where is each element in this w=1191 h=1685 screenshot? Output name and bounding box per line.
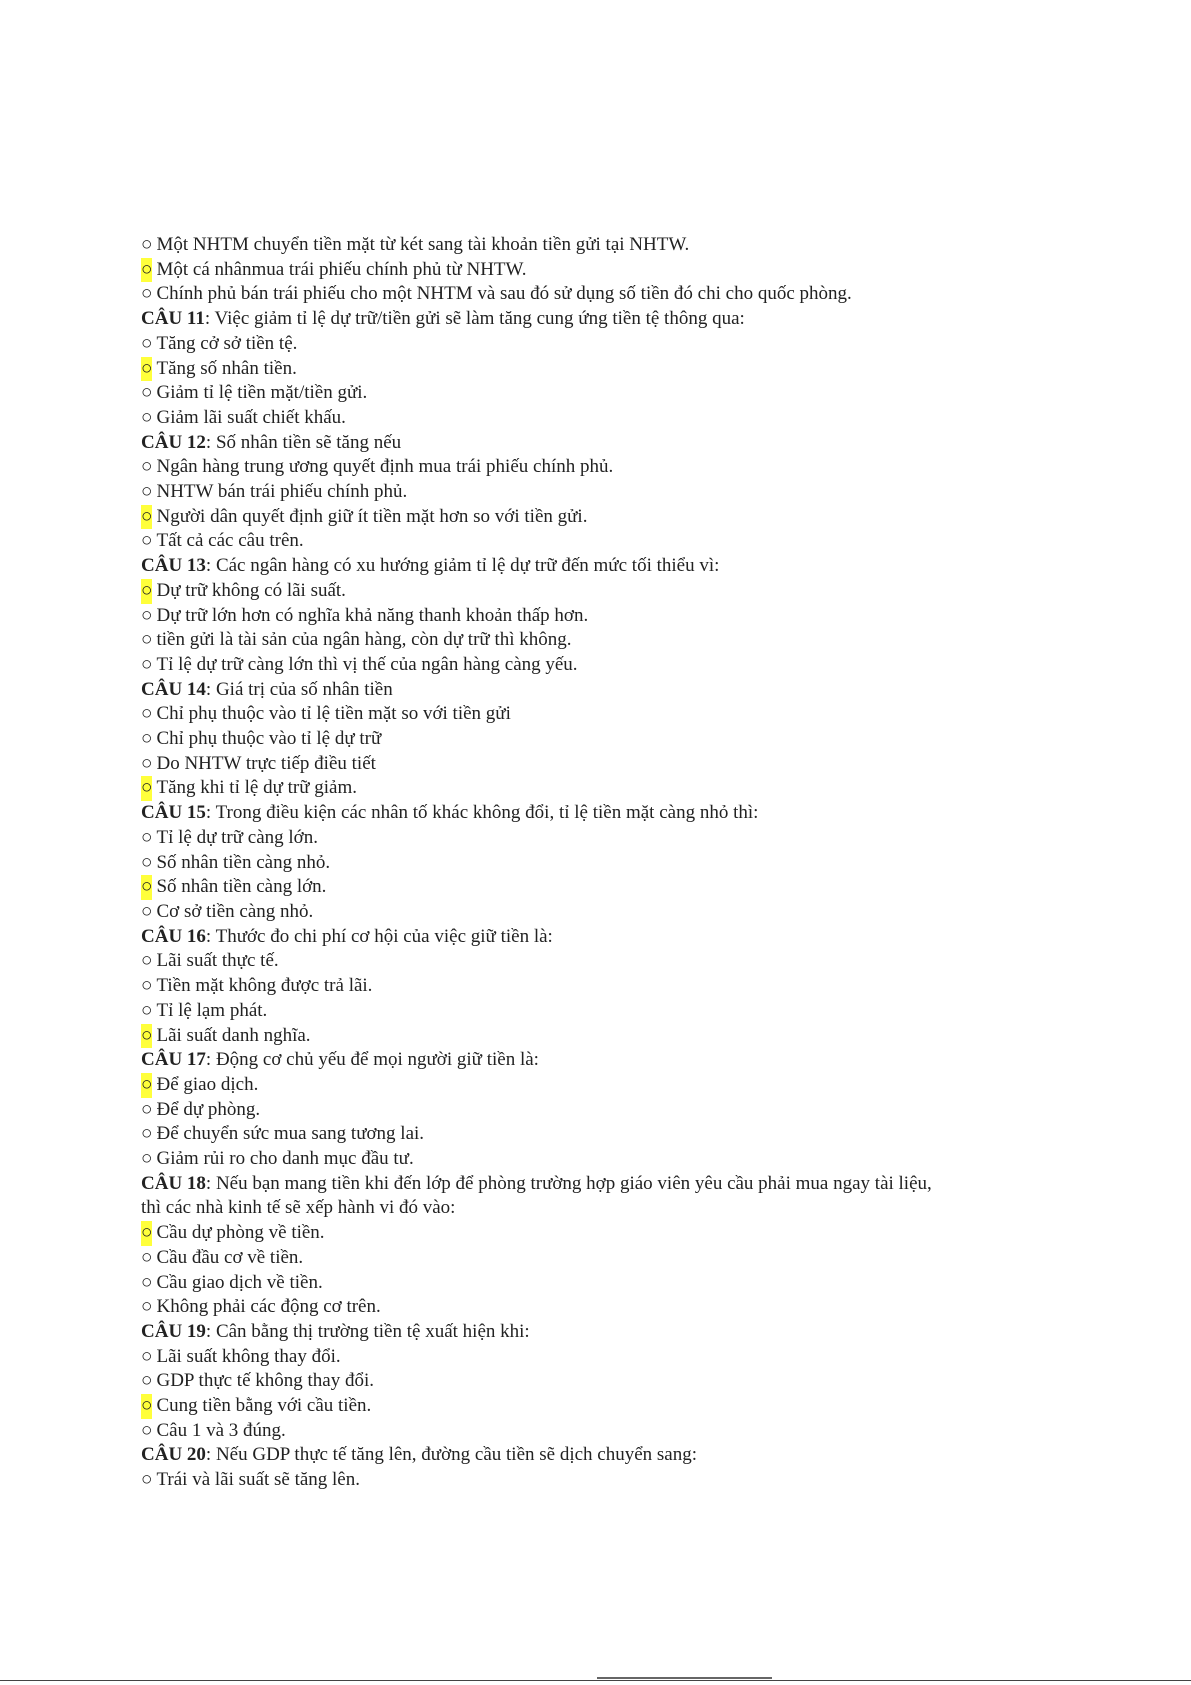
question-line [141,1172,1041,1197]
option-text: Cung tiền bằng với cầu tiền. [156,1395,372,1417]
answer-option [141,628,1041,653]
answer-option [141,406,1041,431]
circle-bullet-icon: ○ [141,604,153,626]
option-text: Cầu đầu cơ về tiền. [156,1246,304,1268]
answer-option-correct [141,776,1041,801]
highlighted-circle-bullet-icon: ○ [141,505,152,530]
answer-option [141,282,1041,307]
question-text-continued: thì các nhà kinh tế sẽ xếp hành vi đó vào: [141,1197,456,1219]
question-line [141,1320,1041,1345]
question-line [141,925,1041,950]
option-text: tiền gửi là tài sản của ngân hàng, còn dự trữ thì không. [156,629,572,651]
circle-bullet-icon: ○ [141,703,153,725]
highlighted-circle-bullet-icon: ○ [141,875,152,900]
answer-option-correct [141,1394,1041,1419]
option-text: Do NHTW trực tiếp điều tiết [156,752,376,774]
question-line [141,431,1041,456]
option-text: Dự trữ lớn hơn có nghĩa khả năng thanh khoản thấp hơn. [156,604,589,626]
option-text: Dự trữ không có lãi suất. [156,579,346,601]
question-line [141,678,1041,703]
question-text: : Số nhân tiền sẽ tăng nếu [205,431,402,453]
circle-bullet-icon: ○ [141,629,153,651]
answer-option-correct [141,579,1041,604]
answer-option [141,826,1041,851]
circle-bullet-icon: ○ [141,851,153,873]
option-text: Câu 1 và 3 đúng. [156,1419,286,1441]
answer-option-correct [141,875,1041,900]
question-line [141,554,1041,579]
question-number: CÂU 15 [141,802,206,824]
answer-option [141,1122,1041,1147]
highlighted-circle-bullet-icon: ○ [141,357,152,382]
highlighted-circle-bullet-icon: ○ [141,776,152,801]
option-text: Cơ sở tiền càng nhỏ. [156,900,314,922]
question-number: CÂU 16 [141,925,206,947]
page-bottom-edge [0,1680,1191,1681]
option-text: Tỉ lệ dự trữ càng lớn. [156,826,318,848]
question-text: : Trong điều kiện các nhân tố khác không đổi, tỉ lệ tiền mặt càng nhỏ thì: [205,802,759,824]
answer-option [141,1419,1041,1444]
answer-option [141,381,1041,406]
option-text: Giảm tỉ lệ tiền mặt/tiền gửi. [156,382,368,404]
highlighted-circle-bullet-icon: ○ [141,258,152,283]
circle-bullet-icon: ○ [141,728,153,750]
option-text: Một cá nhânmua trái phiếu chính phủ từ NHTW. [156,258,527,280]
answer-option [141,604,1041,629]
circle-bullet-icon: ○ [141,1123,153,1145]
answer-option [141,1246,1041,1271]
question-text: : Cân bằng thị trường tiền tệ xuất hiện khi: [205,1320,530,1342]
circle-bullet-icon: ○ [141,1469,153,1491]
circle-bullet-icon: ○ [141,1148,153,1170]
answer-option [141,529,1041,554]
circle-bullet-icon: ○ [141,975,153,997]
answer-option [141,1147,1041,1172]
option-text: GDP thực tế không thay đổi. [156,1370,375,1392]
option-text: Một NHTM chuyển tiền mặt từ két sang tài khoản tiền gửi tại NHTW. [156,234,690,255]
question-line [141,307,1041,332]
circle-bullet-icon: ○ [141,332,153,354]
option-text: Cầu dự phòng về tiền. [156,1222,325,1244]
option-text: Tỉ lệ dự trữ càng lớn thì vị thế của ngân hàng càng yếu. [156,653,578,675]
option-text: Tăng số nhân tiền. [156,357,297,379]
answer-option [141,974,1041,999]
question-number: CÂU 13 [141,555,206,577]
answer-option-correct [141,357,1041,382]
circle-bullet-icon: ○ [141,653,153,675]
circle-bullet-icon: ○ [141,950,153,972]
circle-bullet-icon: ○ [141,406,153,428]
highlighted-circle-bullet-icon: ○ [141,1024,152,1049]
option-text: Lãi suất không thay đổi. [156,1345,341,1367]
question-number: CÂU 14 [141,678,206,700]
answer-option-correct [141,1221,1041,1246]
option-text: Số nhân tiền càng lớn. [156,876,327,898]
circle-bullet-icon: ○ [141,1246,153,1268]
question-text: : Giá trị của số nhân tiền [205,678,393,700]
answer-option [141,1345,1041,1370]
page-footer-mark [597,1677,772,1679]
answer-option [141,1468,1041,1493]
answer-option [141,900,1041,925]
option-text: Để dự phòng. [156,1098,261,1120]
question-number: CÂU 18 [141,1172,206,1194]
circle-bullet-icon: ○ [141,530,153,552]
document-body [141,233,1041,1493]
option-text: Chính phủ bán trái phiếu cho một NHTM và sau đó sử dụng số tiền đó chi cho quốc phòng. [156,283,852,305]
option-text: Chỉ phụ thuộc vào tỉ lệ tiền mặt so với tiền gửi [156,703,511,725]
answer-option-correct [141,1024,1041,1049]
option-text: Trái và lãi suất sẽ tăng lên. [156,1469,360,1491]
question-text: : Các ngân hàng có xu hướng giảm tỉ lệ dự trữ đến mức tối thiểu vì: [205,555,720,577]
answer-option [141,752,1041,777]
question-number: CÂU 17 [141,1049,206,1071]
option-text: NHTW bán trái phiếu chính phủ. [156,481,408,503]
question-text: : Nếu GDP thực tế tăng lên, đường cầu tiền sẽ dịch chuyển sang: [205,1444,698,1466]
answer-option [141,233,1041,258]
answer-option [141,727,1041,752]
option-text: Giảm lãi suất chiết khấu. [156,406,346,428]
option-text: Không phải các động cơ trên. [156,1296,381,1318]
answer-option [141,702,1041,727]
option-text: Để giao dịch. [156,1073,259,1095]
circle-bullet-icon: ○ [141,1271,153,1293]
answer-option [141,455,1041,480]
answer-option [141,1098,1041,1123]
circle-bullet-icon: ○ [141,900,153,922]
question-number: CÂU 19 [141,1320,206,1342]
question-line [141,1048,1041,1073]
question-text: : Động cơ chủ yếu để mọi người giữ tiền là: [205,1049,539,1071]
answer-option [141,1295,1041,1320]
answer-option [141,1271,1041,1296]
answer-option [141,653,1041,678]
question-text: : Nếu bạn mang tiền khi đến lớp để phòng trường hợp giáo viên yêu cầu phải mua ngay tài liệu, [205,1172,932,1194]
circle-bullet-icon: ○ [141,234,153,255]
option-text: Tăng cở sở tiền tệ. [156,332,298,354]
circle-bullet-icon: ○ [141,752,153,774]
circle-bullet-icon: ○ [141,1419,153,1441]
question-line [141,801,1041,826]
answer-option-correct [141,258,1041,283]
option-text: Để chuyển sức mua sang tương lai. [156,1123,425,1145]
highlighted-circle-bullet-icon: ○ [141,1221,152,1246]
option-text: Tất cả các câu trên. [156,530,304,552]
option-text: Số nhân tiền càng nhỏ. [156,851,331,873]
highlighted-circle-bullet-icon: ○ [141,1394,152,1419]
circle-bullet-icon: ○ [141,283,153,305]
circle-bullet-icon: ○ [141,1296,153,1318]
option-text: Chỉ phụ thuộc vào tỉ lệ dự trữ [156,728,382,750]
highlighted-circle-bullet-icon: ○ [141,579,152,604]
answer-option-correct [141,505,1041,530]
question-number: CÂU 20 [141,1444,206,1466]
answer-option [141,1369,1041,1394]
question-number: CÂU 12 [141,431,206,453]
circle-bullet-icon: ○ [141,1345,153,1367]
answer-option [141,480,1041,505]
answer-option-correct [141,1073,1041,1098]
option-text: Tiền mặt không được trả lãi. [156,975,373,997]
answer-option [141,999,1041,1024]
circle-bullet-icon: ○ [141,481,153,503]
circle-bullet-icon: ○ [141,1370,153,1392]
circle-bullet-icon: ○ [141,999,153,1021]
option-text: Lãi suất danh nghĩa. [156,1024,311,1046]
answer-option [141,851,1041,876]
highlighted-circle-bullet-icon: ○ [141,1073,152,1098]
answer-option [141,949,1041,974]
circle-bullet-icon: ○ [141,826,153,848]
question-number: CÂU 11 [141,308,205,330]
circle-bullet-icon: ○ [141,1098,153,1120]
option-text: Người dân quyết định giữ ít tiền mặt hơn so với tiền gửi. [156,505,588,527]
circle-bullet-icon: ○ [141,382,153,404]
option-text: Giảm rủi ro cho danh mục đầu tư. [156,1148,414,1170]
question-line [141,1443,1041,1468]
option-text: Lãi suất thực tế. [156,950,279,972]
question-text: : Việc giảm tỉ lệ dự trữ/tiền gửi sẽ làm tăng cung ứng tiền tệ thông qua: [204,308,745,330]
option-text: Ngân hàng trung ương quyết định mua trái phiếu chính phủ. [156,456,614,478]
option-text: Tăng khi tỉ lệ dự trữ giảm. [156,777,358,799]
option-text: Tỉ lệ lạm phát. [156,999,268,1021]
question-text: : Thước đo chi phí cơ hội của việc giữ tiền là: [205,925,553,947]
answer-option [141,332,1041,357]
option-text: Cầu giao dịch về tiền. [156,1271,323,1293]
circle-bullet-icon: ○ [141,456,153,478]
